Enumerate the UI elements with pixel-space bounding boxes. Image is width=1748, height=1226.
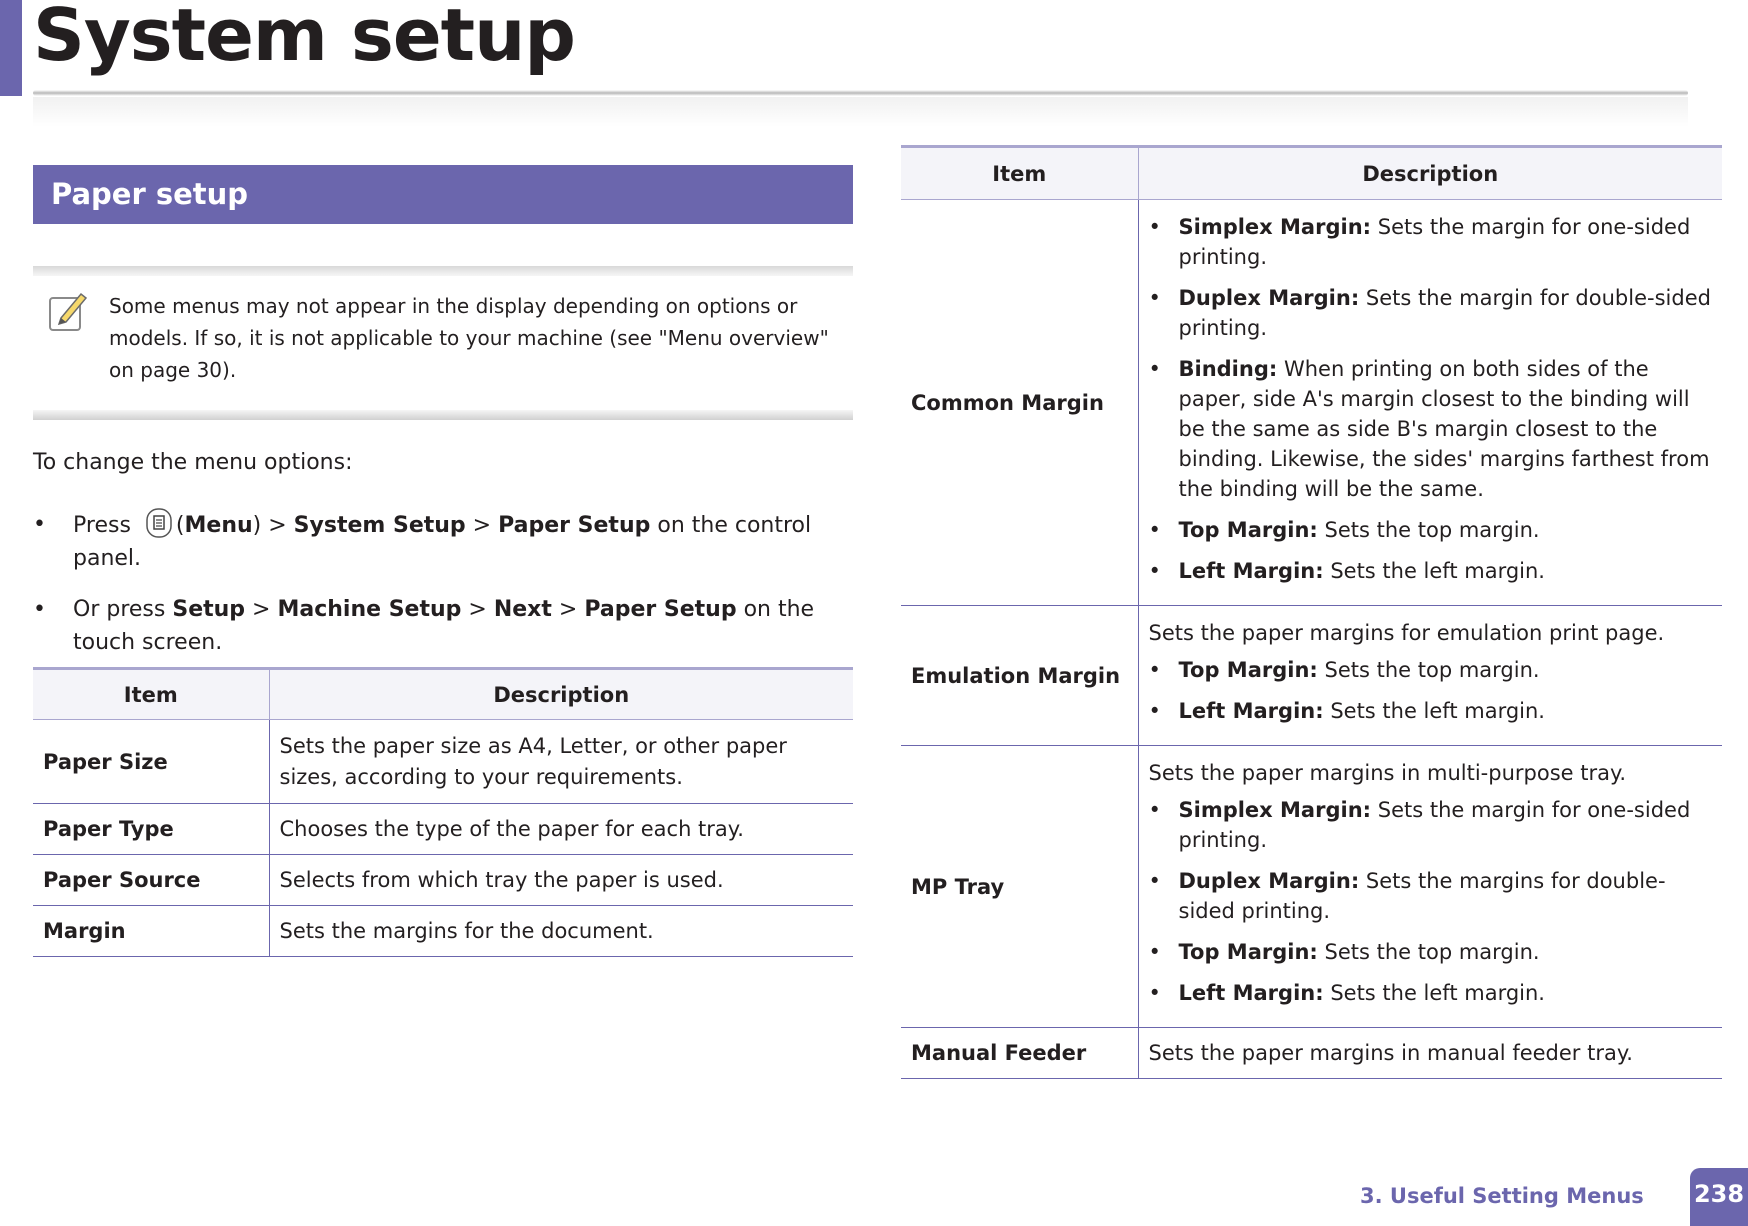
instruction-touch-screen: • Or press Setup > Machine Setup > Next > Paper Setup on the touch screen. <box>33 597 815 655</box>
table-header-row <box>901 147 1722 200</box>
row-item: Paper Type <box>33 804 269 855</box>
list-item: • Left Margin: Sets the left margin. <box>1148 699 1545 723</box>
row-item: Paper Source <box>33 855 269 906</box>
list-item: • Top Margin: Sets the top margin. <box>1148 658 1540 682</box>
step-setup: Setup <box>172 597 246 622</box>
step-paper-setup: Paper Setup <box>498 513 651 538</box>
step-next: Next <box>493 597 552 622</box>
table-header-row <box>33 669 853 720</box>
step-machine-setup: Machine Setup <box>277 597 462 622</box>
menu-label: Menu <box>184 513 253 538</box>
menu-button-icon <box>146 508 172 538</box>
step-system-setup: System Setup <box>293 513 466 538</box>
list-item: • Simplex Margin: Sets the margin for one-sided printing. <box>1148 798 1691 852</box>
row-item: Paper Size <box>33 720 269 804</box>
section-heading: Paper setup <box>33 165 853 224</box>
title-shadow <box>33 97 1688 127</box>
row-description: Sets the paper size as A4, Letter, or other paper sizes, according to your requirements. <box>269 720 853 804</box>
list-item: • Binding: When printing on both sides of the paper, side A's margin closest to the binding will be the same as side B's margin closest to the binding. Likewise, the sides' margins farthest from the binding will be the same. <box>1148 357 1710 501</box>
row-description: Chooses the type of the paper for each tray. <box>269 804 853 855</box>
note-top-band <box>33 266 853 276</box>
header-description: Description <box>1138 147 1722 200</box>
bullet-list <box>1149 655 1713 726</box>
row-item: Margin <box>33 906 269 957</box>
row-description <box>1138 746 1722 1028</box>
title-rule <box>33 90 1688 96</box>
page-title: System setup <box>33 0 575 77</box>
row-item: Emulation Margin <box>901 606 1138 746</box>
list-item: • Duplex Margin: Sets the margins for double-sided printing. <box>1148 869 1666 923</box>
row-item: Manual Feeder <box>901 1028 1138 1079</box>
bullet-list <box>1149 212 1713 586</box>
list-item: • Top Margin: Sets the top margin. <box>1148 518 1540 542</box>
list-item: • Simplex Margin: Sets the margin for one-sided printing. <box>1148 215 1691 269</box>
paper-setup-table <box>33 667 853 957</box>
row-description <box>1138 606 1722 746</box>
header-description: Description <box>269 669 853 720</box>
list-item: • Left Margin: Sets the left margin. <box>1148 981 1545 1005</box>
step-paper-setup: Paper Setup <box>584 597 737 622</box>
note-box <box>33 266 853 420</box>
table-row <box>33 906 853 957</box>
list-item: • Top Margin: Sets the top margin. <box>1148 940 1540 964</box>
row-description <box>1138 200 1722 606</box>
intro-text: To change the menu options: <box>33 450 353 475</box>
header-item: Item <box>901 147 1138 200</box>
row-description: Sets the paper margins in manual feeder tray. <box>1138 1028 1722 1079</box>
note-pencil-icon <box>47 288 89 334</box>
list-item: • Duplex Margin: Sets the margin for double-sided printing. <box>1148 286 1711 340</box>
page-number: 238 <box>1690 1168 1748 1226</box>
footer-section-title: 3. Useful Setting Menus <box>1360 1184 1644 1208</box>
margin-table <box>901 145 1722 1079</box>
table-row <box>901 200 1722 606</box>
bullet-list <box>1149 795 1713 1008</box>
table-row <box>33 855 853 906</box>
title-accent-bar <box>0 0 22 96</box>
table-row <box>33 720 853 804</box>
row-description: Sets the margins for the document. <box>269 906 853 957</box>
instruction-control-panel: • Press (Menu) > System Setup > Paper Setup on the control panel. <box>33 508 833 575</box>
row-item: Common Margin <box>901 200 1138 606</box>
instruction-prefix: Press <box>73 513 131 538</box>
description-intro: Sets the paper margins in multi-purpose tray. <box>1148 761 1627 785</box>
note-bottom-band <box>33 410 853 420</box>
row-description: Selects from which tray the paper is used. <box>269 855 853 906</box>
note-text: Some menus may not appear in the display depending on options or models. If so, it is not applicable to your machine (see "Menu overview" on page 30). <box>109 294 829 382</box>
table-row <box>33 804 853 855</box>
table-row <box>901 606 1722 746</box>
instruction-prefix: Or press <box>73 597 166 622</box>
instruction-list <box>33 508 833 677</box>
row-item: MP Tray <box>901 746 1138 1028</box>
header-item: Item <box>33 669 269 720</box>
description-intro: Sets the paper margins for emulation print page. <box>1148 621 1665 645</box>
table-row <box>901 746 1722 1028</box>
table-row <box>901 1028 1722 1079</box>
list-item: • Left Margin: Sets the left margin. <box>1148 559 1545 583</box>
